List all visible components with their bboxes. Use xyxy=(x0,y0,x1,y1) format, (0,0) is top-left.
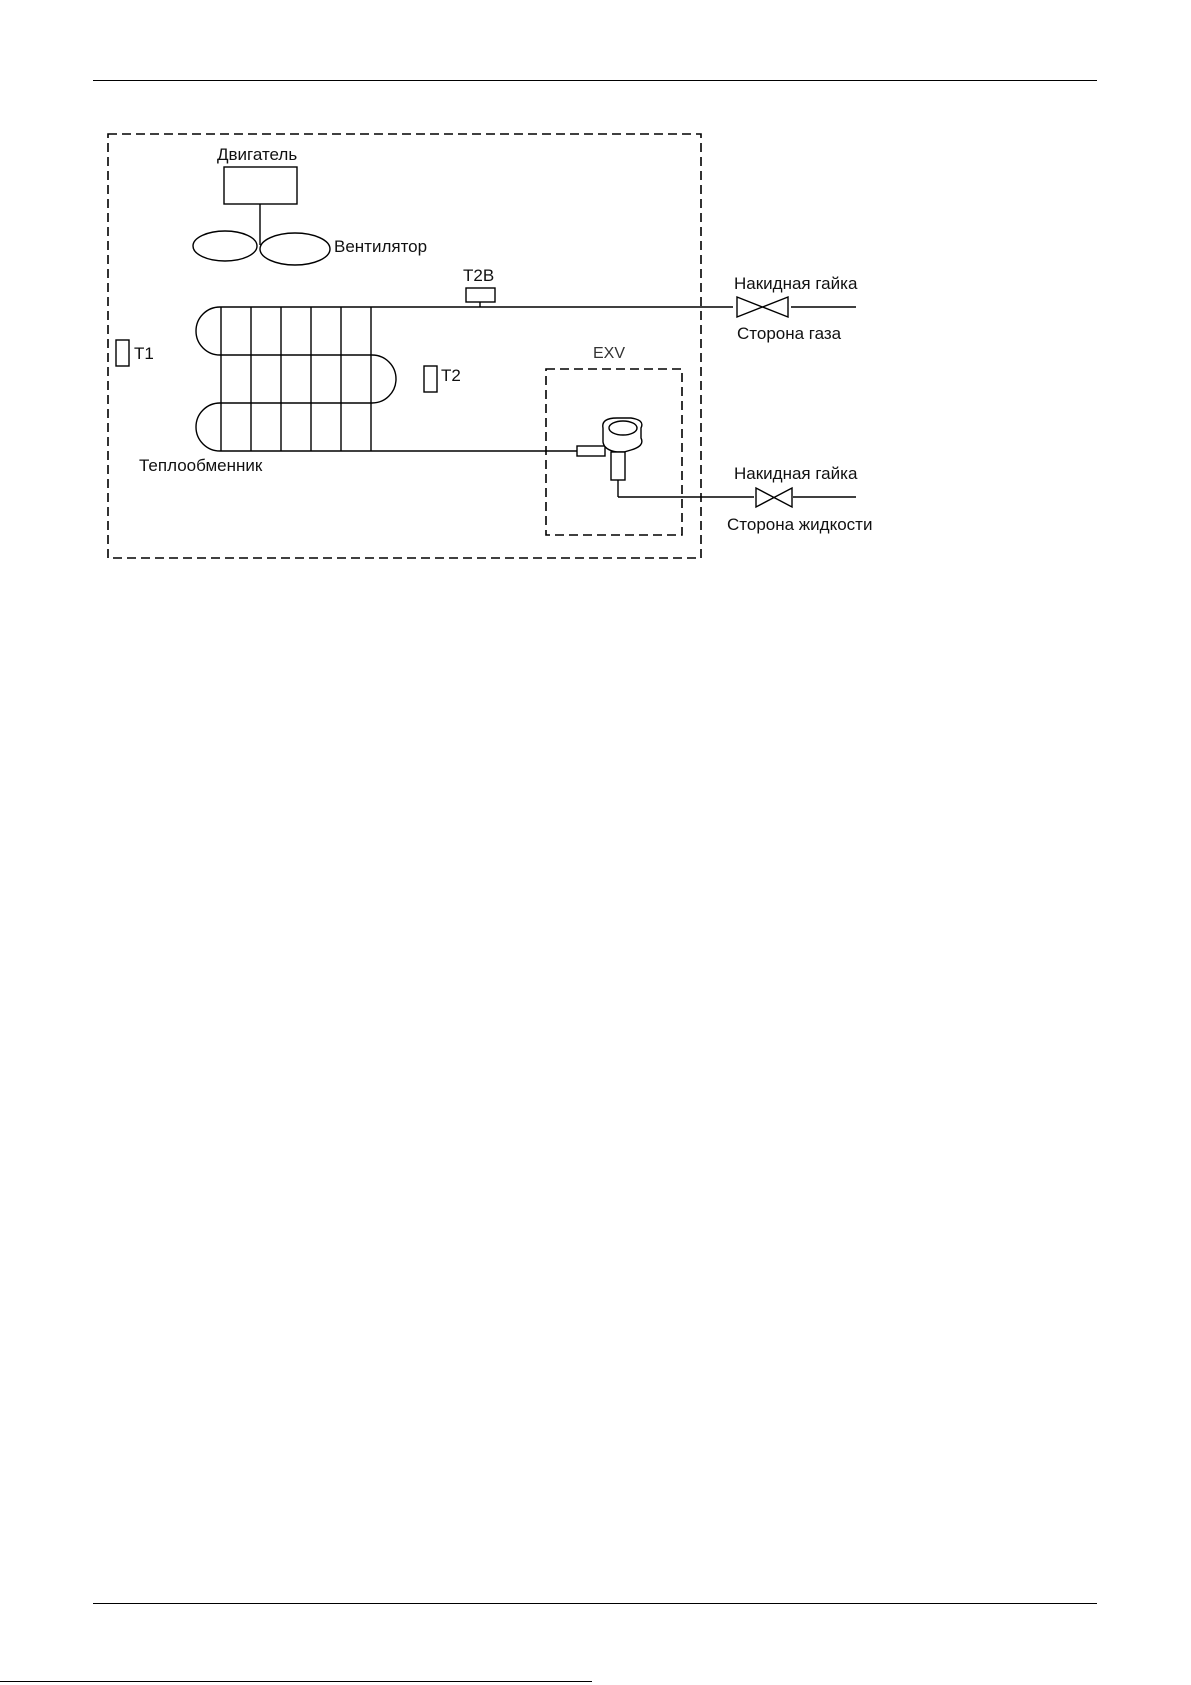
fan-icon xyxy=(193,231,330,265)
heat-exchanger-label: Теплообменник xyxy=(139,456,263,475)
motor-label: Двигатель xyxy=(217,145,298,164)
page-edge-rule xyxy=(0,1681,592,1682)
t2b-label: T2B xyxy=(463,266,495,285)
liquid-side-label: Сторона жидкости xyxy=(727,515,873,534)
t2b-sensor xyxy=(466,288,495,302)
exv-label: EXV xyxy=(593,345,626,362)
t1-sensor xyxy=(116,340,129,366)
expansion-valve-icon xyxy=(577,418,642,497)
liquid-valve-icon xyxy=(756,488,792,507)
gas-flare-nut-label: Накидная гайка xyxy=(734,274,858,293)
footer-rule xyxy=(93,1603,1097,1604)
gas-side-label: Сторона газа xyxy=(737,324,842,343)
t2-label: T2 xyxy=(441,366,461,385)
t2-sensor xyxy=(424,366,437,392)
fan-label: Вентилятор xyxy=(334,237,428,256)
liquid-flare-nut-label: Накидная гайка xyxy=(734,464,858,483)
motor-box xyxy=(224,167,297,204)
heat-exchanger-coil xyxy=(196,307,396,451)
gas-valve-icon xyxy=(737,297,788,317)
t1-label: T1 xyxy=(134,344,154,363)
